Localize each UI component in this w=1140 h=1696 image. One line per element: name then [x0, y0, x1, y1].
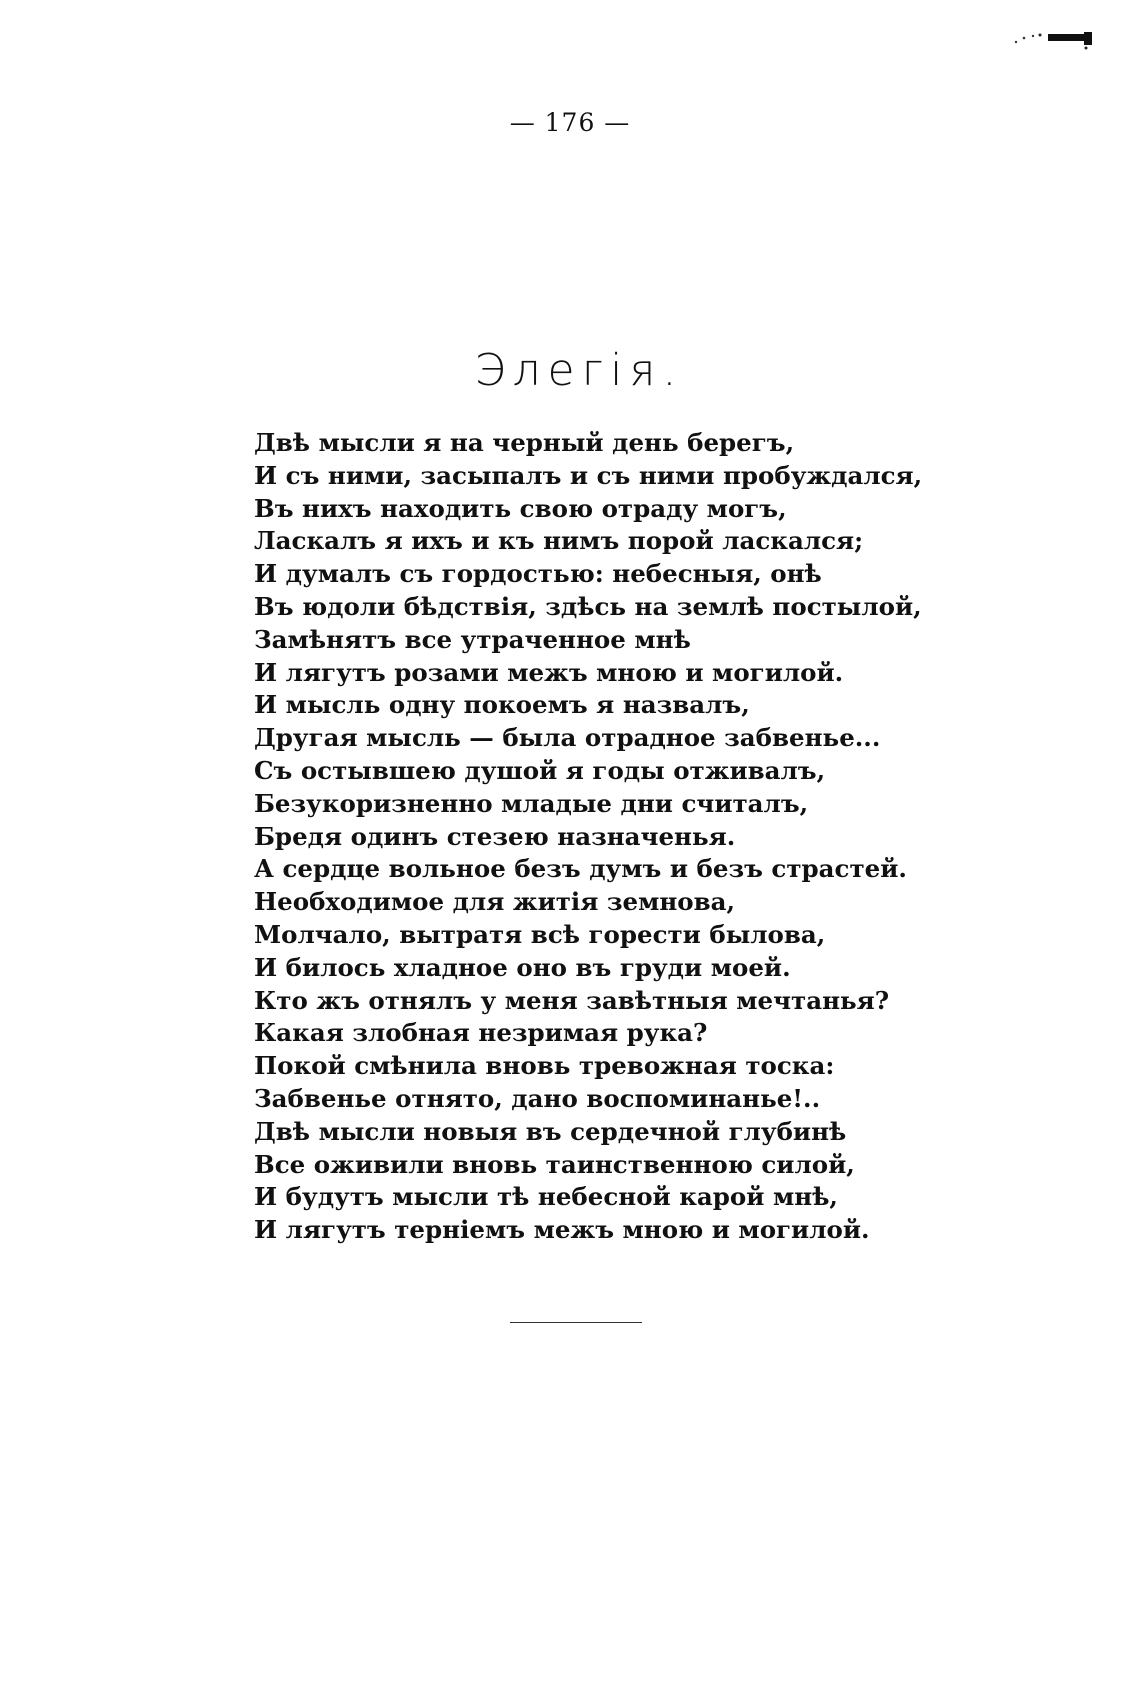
poem-line: А сердце вольное безъ думъ и безъ страстей.: [254, 854, 907, 884]
poem-line: Забвенье отнято, дано воспоминанье!..: [254, 1083, 821, 1113]
poem-line: Ласкалъ я ихъ и къ нимъ порой ласкался;: [254, 526, 864, 556]
poem-body: [254, 427, 922, 1247]
poem-line: Въ юдоли бѣдствія, здѣсь на землѣ постылой,: [254, 591, 922, 621]
scan-smudge: [1008, 28, 1094, 50]
poem-line: Бредя одинъ стезею назначенья.: [254, 821, 736, 851]
poem-line: Все оживили вновь таинственною силой,: [254, 1149, 855, 1179]
poem-line: Молчало, вытратя всѣ горести былова,: [254, 919, 826, 949]
poem-line: Двѣ мысли новыя въ сердечной глубинѣ: [254, 1116, 847, 1146]
poem-line: Покой смѣнила вновь тревожная тоска:: [254, 1051, 835, 1081]
poem-line: И думалъ съ гордостью: небесныя, онѣ: [254, 559, 822, 589]
poem-line: Какая злобная незримая рука?: [254, 1018, 708, 1048]
poem-line: И лягутъ терніемъ межъ мною и могилой.: [254, 1215, 870, 1245]
poem-line: Съ остывшею душой я годы отживалъ,: [254, 755, 826, 785]
end-divider: [510, 1322, 642, 1323]
poem-line: Въ нихъ находить свою отраду могъ,: [254, 493, 787, 523]
poem-line: И билось хладное оно въ груди моей.: [254, 952, 791, 982]
poem-line: Кто жъ отнялъ у меня завѣтныя мечтанья?: [254, 985, 890, 1015]
page-number: — 176 —: [509, 108, 631, 137]
poem-line: И мысль одну покоемъ я назвалъ,: [254, 690, 750, 720]
poem-line: Другая мысль — была отрадное забвенье...: [254, 723, 881, 753]
poem-line: И лягутъ розами межъ мною и могилой.: [254, 657, 844, 687]
poem-line: Замѣнятъ все утраченное мнѣ: [254, 624, 691, 654]
poem-line: Двѣ мысли я на черный день берегъ,: [254, 428, 795, 457]
poem-line: Безукоризненно младые дни считалъ,: [254, 788, 809, 818]
poem-line: Необходимое для житія земнова,: [254, 887, 736, 917]
poem-title: Элегія.: [474, 345, 684, 396]
poem-line: И съ ними, засыпалъ и съ ними пробуждался,: [254, 460, 923, 490]
poem-line: И будутъ мысли тѣ небесной карой мнѣ,: [254, 1182, 838, 1212]
